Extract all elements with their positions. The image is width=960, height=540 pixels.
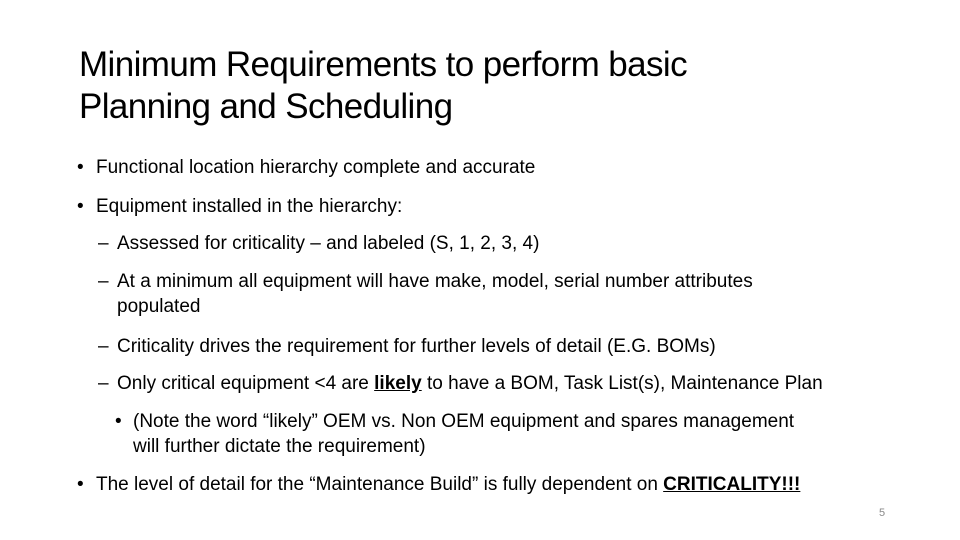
subbullet-criticality-drives: Criticality drives the requirement for further levels of detail (E.G. BOMs): [117, 336, 716, 357]
emphasis-criticality: CRITICALITY!!!: [663, 474, 801, 495]
bullet-marker: •: [115, 411, 122, 432]
bullet-marker: •: [77, 196, 84, 217]
subbullet-criticality-assessed: Assessed for criticality – and labeled (S, 1, 2, 3, 4): [117, 233, 540, 254]
page-number: 5: [878, 507, 886, 519]
subbullet-attributes-line-2: populated: [117, 296, 201, 317]
text-segment: The level of detail for the “Maintenance Build” is fully dependent on: [96, 474, 664, 495]
bullet-marker: •: [77, 474, 84, 495]
dash-marker: –: [98, 233, 109, 254]
bullet-maintenance-build: [96, 473, 800, 497]
dash-marker: –: [98, 336, 109, 357]
dash-marker: –: [98, 271, 109, 292]
note-line-1: (Note the word “likely” OEM vs. Non OEM equipment and spares management: [133, 411, 795, 432]
bullet-equipment-installed: Equipment installed in the hierarchy:: [96, 196, 403, 217]
subbullet-only-critical: [117, 372, 823, 396]
bullet-functional-location: Functional location hierarchy complete and accurate: [96, 157, 536, 178]
dash-marker: –: [98, 373, 109, 394]
title-line-2: Planning and Scheduling: [79, 87, 453, 126]
text-segment: Only critical equipment <4 are: [117, 373, 375, 394]
title-line-1: Minimum Requirements to perform basic: [79, 45, 688, 84]
text-segment: to have a BOM, Task List(s), Maintenance Plan: [421, 373, 823, 394]
emphasis-likely: likely: [374, 373, 422, 394]
bullet-marker: •: [77, 157, 84, 178]
note-line-2: will further dictate the requirement): [133, 436, 426, 457]
subbullet-attributes-line-1: At a minimum all equipment will have make, model, serial number attributes: [117, 271, 753, 292]
slide-title: [79, 44, 899, 128]
